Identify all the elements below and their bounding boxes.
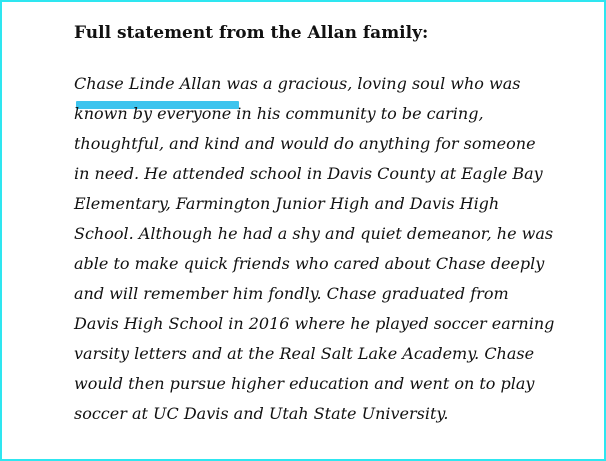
statement-line: in need. He attended school in Davis County at Eagle Bay <box>74 164 543 183</box>
statement-line: thoughtful, and kind and would do anything for someone <box>74 134 536 153</box>
statement-line: varsity letters and at the Real Salt Lake Academy. Chase <box>74 344 535 363</box>
statement-line: School. Although he had a shy and quiet demeanor, he was <box>74 224 554 243</box>
statement-line: would then pursue higher education and went on to play <box>74 374 535 393</box>
statement-line: able to make quick friends who cared about Chase deeply <box>74 254 545 273</box>
statement-heading: Full statement from the Allan family: <box>74 23 429 43</box>
statement-paragraph[interactable] <box>74 69 594 429</box>
statement-line: Elementary, Farmington Junior High and Davis High <box>74 194 500 213</box>
statement-line: and will remember him fondly. Chase graduated from <box>74 284 509 303</box>
statement-line: Davis High School in 2016 where he played soccer earning <box>74 314 555 333</box>
statement-line: known by everyone in his community to be caring, <box>74 104 484 123</box>
statement-line: soccer at UC Davis and Utah State University. <box>74 404 449 423</box>
statement-line: Chase Linde Allan was a gracious, loving soul who was <box>74 74 521 93</box>
